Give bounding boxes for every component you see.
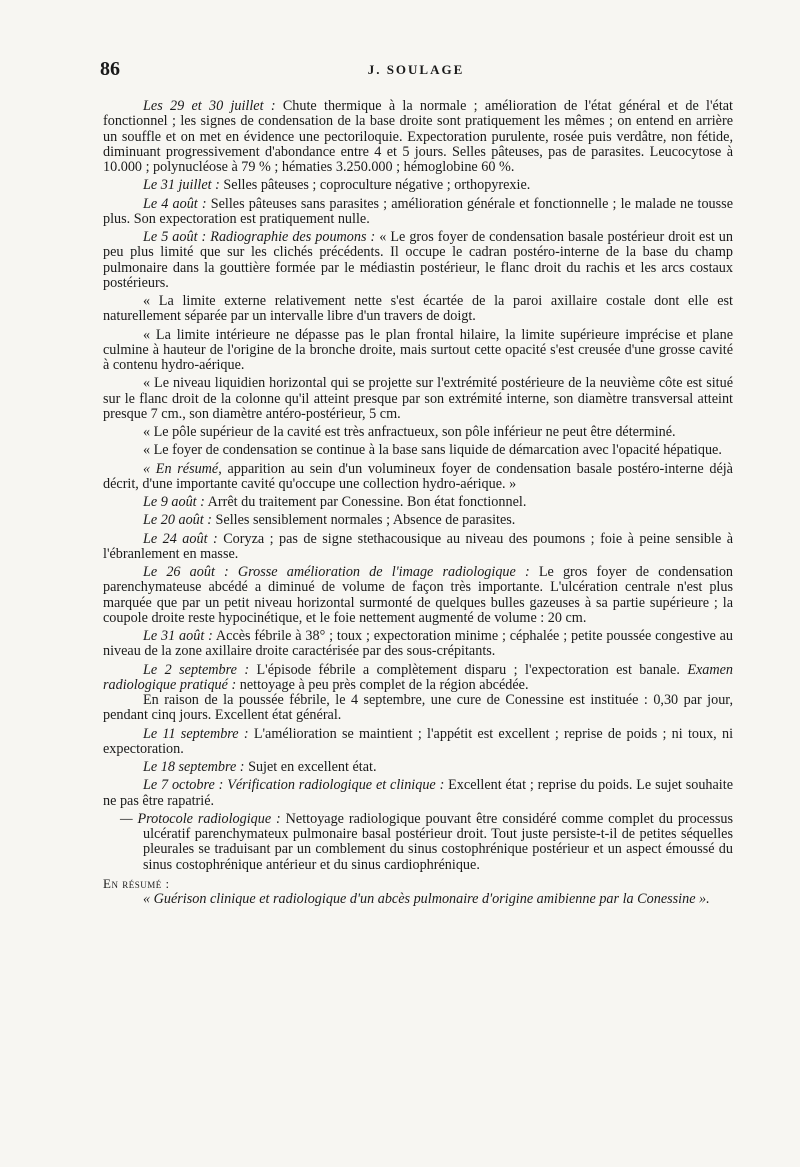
entry-text: « Le gros foyer de condensation basale postérieur droit est un peu plus limité que sur les clichés précédents. Il occupe le cadran postéro-interne de la base du champ pulmonaire dans la gouttière formée par le médiastin postérieur, le flanc droit du rachis et les arcs costaux postérieurs. xyxy=(103,229,733,291)
paragraph-29-30-juillet xyxy=(103,99,733,175)
paragraph-31-aout xyxy=(103,629,733,660)
entry-text: Selles pâteuses ; coproculture négative ; orthopyrexie. xyxy=(223,177,531,194)
entry-date: Le 9 août : xyxy=(143,494,205,510)
paragraph-protocole-radiologique xyxy=(103,812,733,873)
paragraph-limite-interieure xyxy=(103,328,733,374)
summary-heading xyxy=(103,876,733,892)
entry-date: « En résumé xyxy=(143,460,219,477)
entry-text: Sujet en excellent état. xyxy=(248,759,377,775)
entry-date: Le 20 août : xyxy=(143,512,212,529)
entry-text: Arrêt du traitement par Conessine. Bon état fonctionnel. xyxy=(207,494,527,510)
entry-date: Le 4 août : xyxy=(143,195,207,212)
paragraph-poussee-febrile xyxy=(103,693,733,724)
entry-text: Excellent état ; reprise du poids. Le sujet souhaite ne pas être rapatrié. xyxy=(103,777,733,809)
paragraph-foyer-condensation xyxy=(103,443,733,458)
entry-text: En raison de la poussée fébrile, le 4 septembre, une cure de Conessine est instituée : 0,30 par jour, pendant cinq jours. Excellent état général. xyxy=(103,692,733,724)
paragraph-limite-externe xyxy=(103,294,733,325)
entry-date: Le 31 août : xyxy=(143,628,213,644)
paragraph-26-aout xyxy=(103,565,733,626)
entry-text: Le gros foyer de condensation parenchymateuse abcédé a diminué de volume de façon très importante. L'ulcération centrale n'est plus marquée que par un petit niveau horizontal surmonté de quelques bulles gazeuses à sa partie supérieure ; la coupole droite reste hypocinétique, et le foie nettement augmenté de volume : 20 cm. xyxy=(103,564,734,626)
paragraph-2-septembre xyxy=(103,663,733,694)
entry-date: Le 7 octobre : Vérification radiologique et clinique : xyxy=(143,777,445,794)
entry-subheading: Examen radiologique pratiqué : xyxy=(103,661,734,693)
paragraph-11-septembre xyxy=(103,727,733,758)
entry-date: Les 29 et 30 juillet : xyxy=(143,98,276,114)
entry-text: « La limite externe relativement nette s'est écartée de la paroi axillaire costale dont elle est naturellement séparée par un intervalle libre d'un travers de doigt. xyxy=(103,293,733,325)
entry-text: Nettoyage radiologique pouvant être considéré comme complet du processus ulcératif parenchymateux pulmonaire basal postérieur droit. Tout juste persiste-t-il de petites séquelles pleurales se traduisant par un comblement du sinus costophrénique postérieur et un aspect émoussé du sinus costophrénique antérieur et du sinus cardiophrénique. xyxy=(143,810,734,873)
entry-date: Le 11 septembre : xyxy=(143,725,249,742)
entry-date: — Protocole radiologique : xyxy=(120,810,281,827)
paragraph-en-resume-radio xyxy=(103,462,733,493)
entry-text: Selles sensiblement normales ; Absence de parasites. xyxy=(215,512,516,529)
paragraph-5-aout xyxy=(103,230,733,291)
entry-date: Le 18 septembre : xyxy=(143,759,245,775)
running-head: J. SOULAGE xyxy=(367,62,465,77)
paragraph-24-aout xyxy=(103,532,733,563)
paragraph-pole-superieur xyxy=(103,425,733,440)
paragraph-20-aout xyxy=(103,513,733,528)
entry-text: nettoyage à peu près complet de la région abcédée. xyxy=(239,676,529,693)
paragraph-4-aout xyxy=(103,197,733,228)
entry-text: L'amélioration se maintient ; l'appétit est excellent ; reprise de poids ; ni toux, ni expectoration. xyxy=(103,725,734,757)
entry-date: Le 26 août : Grosse amélioration de l'image radiologique : xyxy=(143,564,530,580)
paragraph-31-juillet xyxy=(103,178,733,193)
paragraph-9-aout xyxy=(103,495,733,510)
entry-date: Le 2 septembre : xyxy=(143,661,250,678)
entry-text: , apparition au sein d'un volumineux foyer de condensation basale postéro-interne déjà décrit, d'une importante cavité qu'occupe une collection hydro-aérique. » xyxy=(103,460,733,492)
entry-text: Accès fébrile à 38° ; toux ; expectoration minime ; céphalée ; petite poussée congestive au niveau de la zone axillaire droite caractérisée par des sous-crépitants. xyxy=(103,628,733,660)
entry-text: « Le foyer de condensation se continue à la base sans liquide de démarcation avec l'opacité hépatique. xyxy=(143,442,722,459)
paragraph-7-octobre xyxy=(103,778,733,809)
entry-text: Coryza ; pas de signe stethacousique au niveau des poumons ; foie à peine sensible à l'ébranlement en masse. xyxy=(103,530,734,562)
entry-date: Le 24 août : xyxy=(143,530,218,547)
paragraph-18-septembre xyxy=(103,760,733,775)
entry-text: L'épisode fébrile a complètement disparu ; l'expectoration est banale. xyxy=(256,661,680,678)
entry-date: Le 5 août : Radiographie des poumons : xyxy=(143,229,376,245)
page-header xyxy=(100,58,732,88)
entry-date: Le 31 juillet : xyxy=(143,177,220,194)
page-number: 86 xyxy=(100,58,120,80)
summary-conclusion xyxy=(103,892,733,907)
entry-text: Selles pâteuses sans parasites ; amélioration générale et fonctionnelle ; le malade ne tousse plus. Son expectoration est pratiquement nulle. xyxy=(103,195,733,227)
summary-heading-text: En résumé : xyxy=(103,875,170,891)
summary-text: « Guérison clinique et radiologique d'un abcès pulmonaire d'origine amibienne par la Conessine ». xyxy=(143,891,710,907)
entry-text: « Le niveau liquidien horizontal qui se projette sur l'extrémité postérieure de la neuvième côte est situé sur le flanc droit de la colonne qu'il atteint presque par son extrémité interne, son diamètre transversal atteint presque 7 cm., son diamètre antéro-postérieur, 5 cm. xyxy=(103,375,733,422)
entry-text: « Le pôle supérieur de la cavité est très anfractueux, son pôle inférieur ne peut être déterminé. xyxy=(143,424,676,440)
entry-text: « La limite intérieure ne dépasse pas le plan frontal hilaire, la limite supérieure imprécise et plane culmine à hauteur de l'origine de la bronche droite, mais surtout cette opacité s'est creusée d'une grosse cavité à contenu hydro-aérique. xyxy=(103,326,733,373)
body-text xyxy=(103,99,733,907)
paragraph-niveau-liquidien xyxy=(103,376,733,422)
entry-text: Chute thermique à la normale ; amélioration de l'état général et de l'état fonctionnel ; les signes de condensation de la base droite sont pratiquement les mêmes ; on entend en arrière un souffle et on met en évidence une pectoriloquie. Expectoration purulente, rosée puis verdâtre, non fétide, diminuant progressivement d'abondance entre 4 et 5 jours. Selles pâteuses, pas de parasites. Leucocytose à 10.000 ; polynucléose à 79 % ; hématies 3.250.000 ; hémoglobine 60 %. xyxy=(103,98,733,175)
